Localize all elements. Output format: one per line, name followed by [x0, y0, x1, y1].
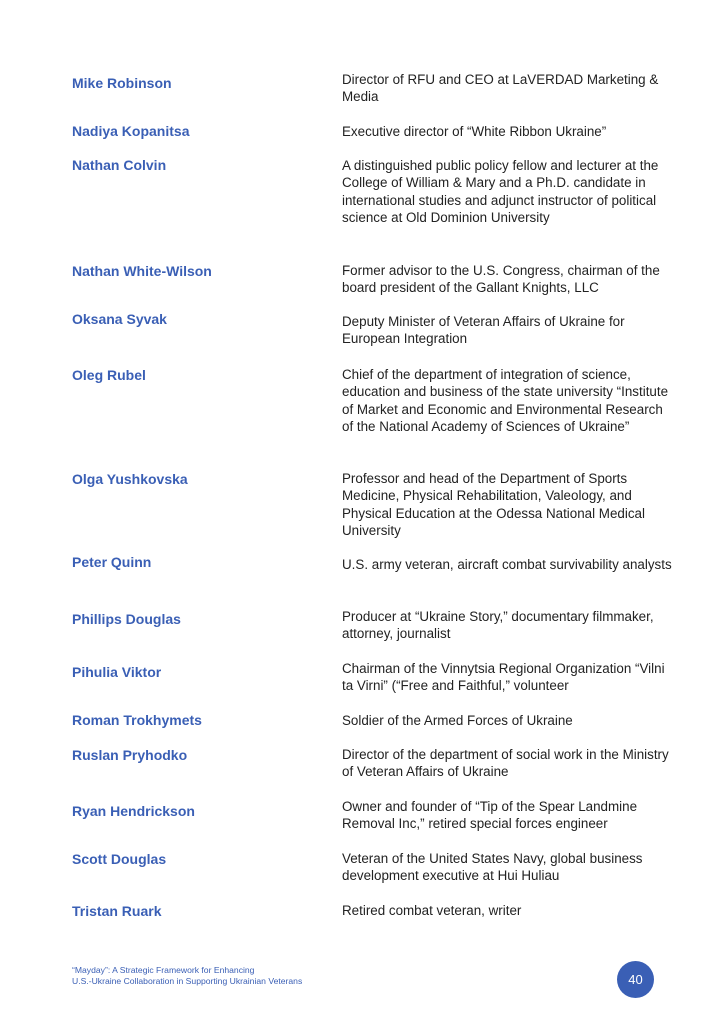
entry-description: Deputy Minister of Veteran Affairs of Ukraine for European Integration: [342, 314, 625, 347]
entry-description: Chief of the department of integration of science, education and business of the state university “Institute of Market and Economic and Environmental Research of the National Academy of Sciences of Ukraine”: [342, 367, 669, 435]
entry-description: Veteran of the United States Navy, global business development executive at Hui Huliau: [342, 851, 643, 884]
entry-description: Director of the department of social work in the Ministry of Veteran Affairs of Ukraine: [342, 747, 669, 780]
footer-line-1: “Mayday”: A Strategic Framework for Enhancing: [72, 965, 255, 975]
entry-name: Olga Yushkovska: [72, 471, 188, 487]
entry-description: Chairman of the Vinnytsia Regional Organization “Vilni ta Virni” (“Free and Faithful,” volunteer: [342, 661, 665, 694]
page-number-badge: 40: [617, 961, 654, 998]
entry-name: Ryan Hendrickson: [72, 803, 195, 819]
entry-name: Nathan White-Wilson: [72, 263, 212, 279]
footer-line-2: U.S.-Ukraine Collaboration in Supporting Ukrainian Veterans: [72, 976, 303, 986]
entry-description: U.S. army veteran, aircraft combat survivability analysts: [342, 557, 672, 572]
entry-description: Soldier of the Armed Forces of Ukraine: [342, 713, 573, 728]
entry-description: Producer at “Ukraine Story,” documentary filmmaker, attorney, journalist: [342, 609, 654, 642]
entry-name: Roman Trokhymets: [72, 712, 202, 728]
entry-description: Director of RFU and CEO at LaVERDAD Marketing & Media: [342, 72, 659, 105]
entry-name: Tristan Ruark: [72, 903, 162, 919]
entry-name: Phillips Douglas: [72, 611, 181, 627]
entry-name: Mike Robinson: [72, 75, 172, 91]
entry-description: Owner and founder of “Tip of the Spear Landmine Removal Inc,” retired special forces engineer: [342, 799, 638, 832]
entry-description: Professor and head of the Department of Sports Medicine, Physical Rehabilitation, Valeology, and Physical Education at the Odessa National Medical University: [342, 471, 645, 539]
entry-description: Former advisor to the U.S. Congress, chairman of the board president of the Gallant Knights, LLC: [342, 263, 660, 296]
entry-name: Scott Douglas: [72, 851, 167, 867]
entry-name: Nadiya Kopanitsa: [72, 123, 190, 139]
entry-name: Nathan Colvin: [72, 157, 167, 173]
entry-description: A distinguished public policy fellow and lecturer at the College of William & Mary and a Ph.D. candidate in international studies and adjunct instructor of political science at Old Dominion University: [342, 158, 659, 226]
footer-document-title: [72, 965, 302, 987]
entry-description: Retired combat veteran, writer: [342, 903, 522, 918]
entry-name: Peter Quinn: [72, 554, 152, 570]
entry-name: Oksana Syvak: [72, 311, 167, 327]
entry-name: Ruslan Pryhodko: [72, 747, 188, 763]
entry-name: Oleg Rubel: [72, 367, 146, 383]
entry-name: Pihulia Viktor: [72, 664, 162, 680]
entry-description: Executive director of “White Ribbon Ukraine”: [342, 124, 607, 139]
